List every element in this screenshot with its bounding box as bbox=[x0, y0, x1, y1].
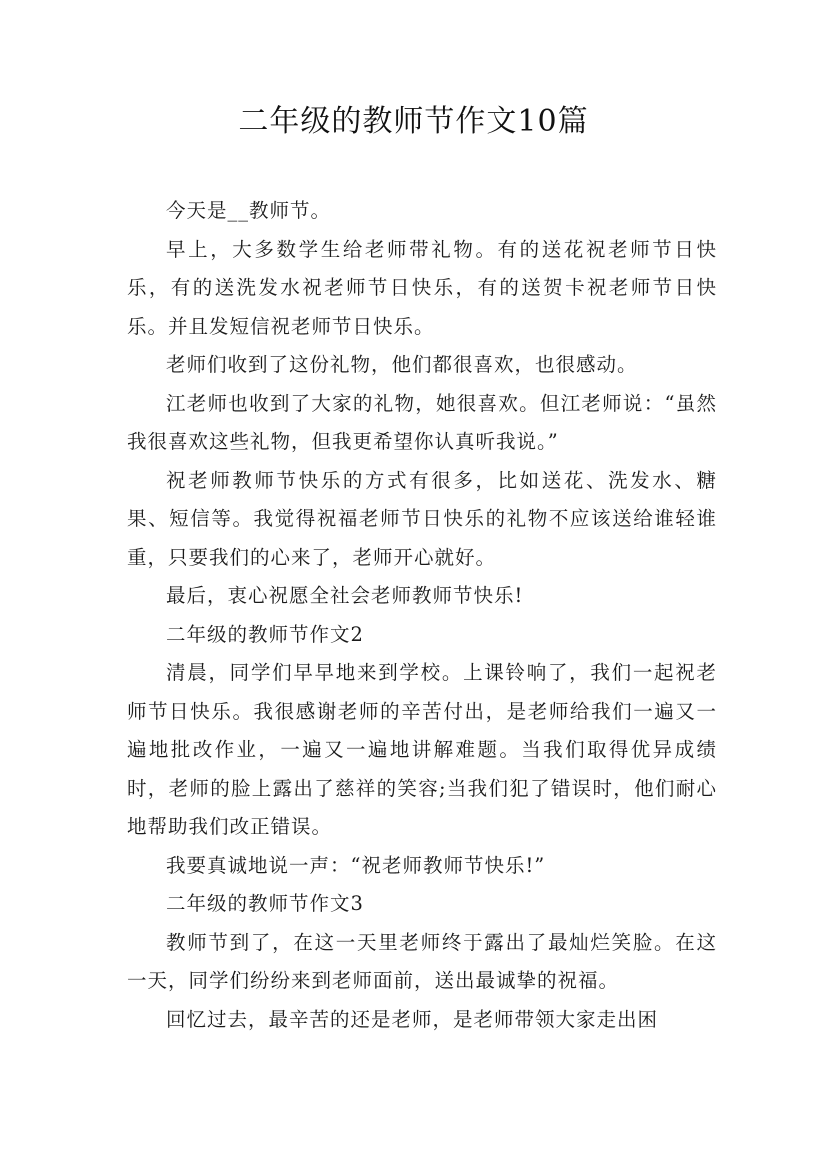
section-heading-2: 二年级的教师节作文2 bbox=[166, 622, 364, 646]
paragraph-intro: 今天是__教师节。 bbox=[166, 199, 332, 222]
paragraph-teachers-day: 教师节到了，在这一天里老师终于露出了最灿烂笑脸。在这一天，同学们纷纷来到老师面前，送出最诚挚的祝福。 bbox=[127, 930, 717, 992]
paragraph-morning: 清晨，同学们早早地来到学校。上课铃响了，我们一起祝老师节日快乐。我很感谢老师的辛苦付出，是老师给我们一遍又一遍地批改作业，一遍又一遍地讲解难题。当我们取得优异成绩时，老师的脸上露出了慈祥的笑容;当我们犯了错误时，他们耐心地帮助我们改正错误。 bbox=[127, 661, 717, 838]
paragraph-teacher-jiang: 江老师也收到了大家的礼物，她很喜欢。但江老师说：“虽然我很喜欢这些礼物，但我更希望你认真听我说。” bbox=[127, 391, 717, 453]
paragraph-ways-to-celebrate: 祝老师教师节快乐的方式有很多，比如送花、洗发水、糖果、短信等。我觉得祝福老师节日快乐的礼物不应该送给谁轻谁重，只要我们的心来了，老师开心就好。 bbox=[127, 468, 717, 569]
document-body bbox=[127, 192, 717, 1039]
paragraph-closing-wish: 最后，衷心祝愿全社会老师教师节快乐! bbox=[166, 584, 524, 607]
section-heading-3: 二年级的教师节作文3 bbox=[166, 892, 364, 915]
paragraph-teachers-moved: 老师们收到了这份礼物，他们都很喜欢，也很感动。 bbox=[166, 353, 638, 376]
document-title: 二年级的教师节作文10篇 bbox=[238, 104, 589, 139]
paragraph-looking-back: 回忆过去，最辛苦的还是老师，是老师带领大家走出困 bbox=[166, 1007, 659, 1031]
paragraph-gifts: 早上，大多数学生给老师带礼物。有的送花祝老师节日快乐，有的送洗发水祝老师节日快乐，有的送贺卡祝老师节日快乐。并且发短信祝老师节日快乐。 bbox=[127, 237, 717, 338]
paragraph-sincere-wish: 我要真诚地说一声：“祝老师教师节快乐!” bbox=[166, 853, 546, 877]
